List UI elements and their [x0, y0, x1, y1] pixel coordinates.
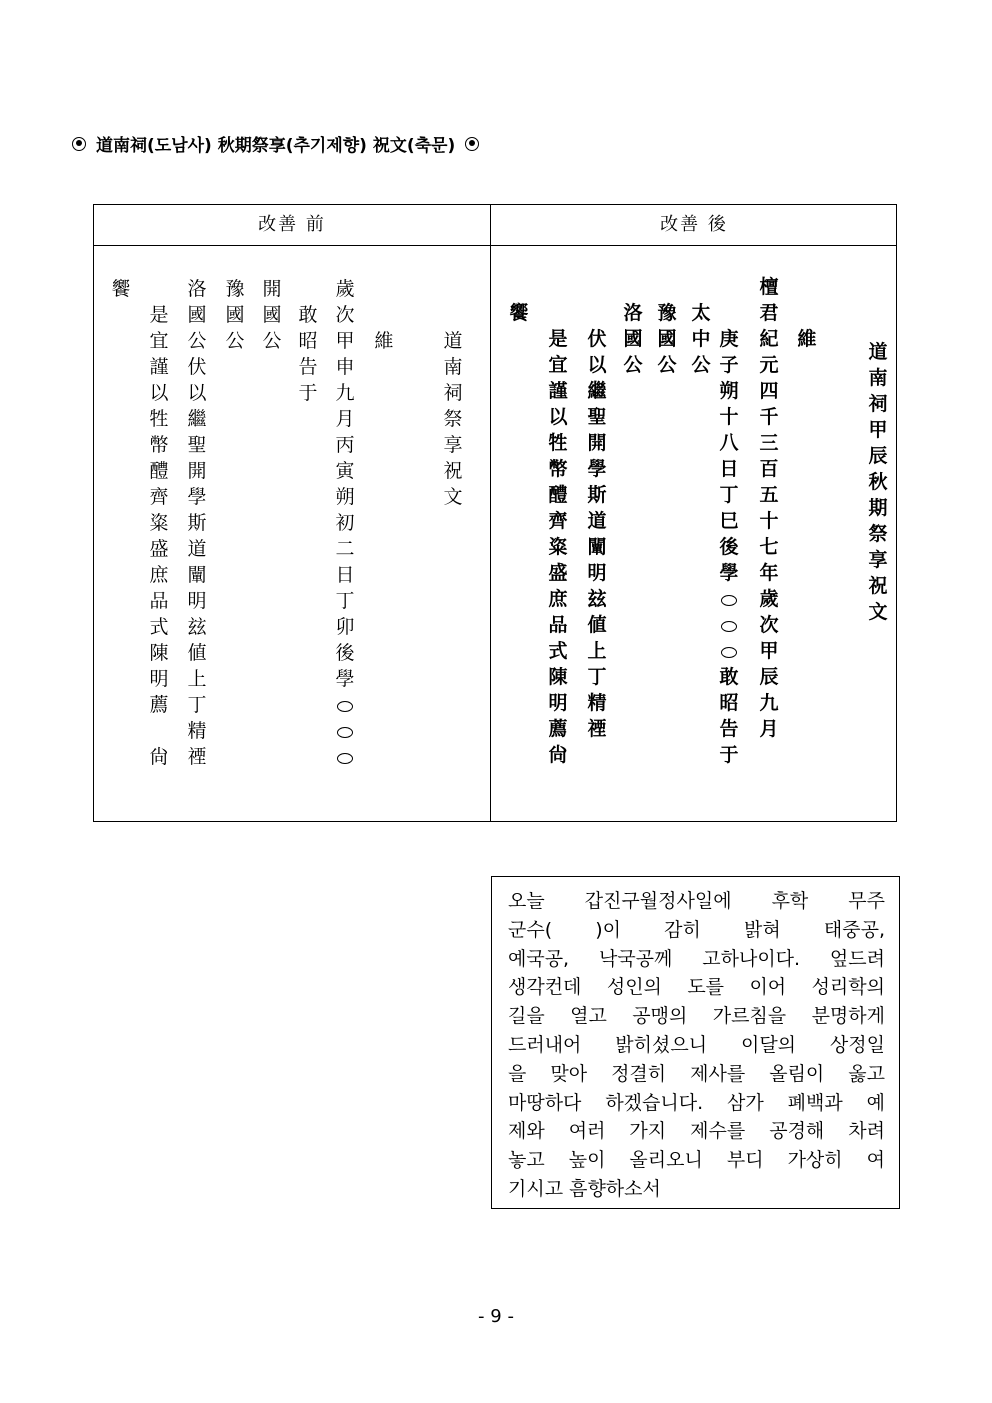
column-divider — [490, 205, 491, 821]
hanja-char: 庚 — [719, 328, 739, 350]
hanja-char: 歲 — [335, 278, 355, 300]
hanja-char: 丁 — [335, 590, 355, 612]
hanja-char: 南 — [868, 367, 888, 389]
hanja-char: 于 — [298, 382, 318, 404]
hanja-char: 伏 — [187, 356, 207, 378]
hanja-char: 公 — [262, 330, 282, 352]
placeholder-circle-icon — [337, 701, 353, 712]
placeholder-circle-icon — [721, 621, 737, 632]
hanja-char: 甲 — [759, 640, 779, 662]
hanja-char: 享 — [868, 549, 888, 571]
hanja-char: 上 — [587, 640, 607, 662]
hanja-char: 次 — [335, 304, 355, 326]
hanja-char: 告 — [298, 356, 318, 378]
translation-line: 생각컨데 성인의 도를 이어 성리학의 — [508, 976, 885, 999]
hanja-char: 告 — [719, 718, 739, 740]
hanja-char: 道 — [868, 341, 888, 363]
hanja-char: 庶 — [149, 564, 169, 586]
hanja-char: 幣 — [548, 458, 568, 480]
hanja-char: 闡 — [187, 564, 207, 586]
hanja-char: 明 — [548, 692, 568, 714]
hanja-char: 醴 — [149, 460, 169, 482]
hanja-char: 以 — [187, 382, 207, 404]
translation-line: 오늘 갑진구월정사일에 후학 무주 — [508, 890, 885, 912]
hanja-char: 敢 — [298, 304, 318, 326]
hanja-char: 中 — [691, 328, 711, 350]
hanja-char: 醴 — [548, 484, 568, 506]
hanja-char: 陳 — [548, 666, 568, 688]
fisheye-bullet-icon — [72, 137, 86, 151]
hanja-char: 祝 — [443, 460, 463, 482]
hanja-char: 八 — [719, 432, 739, 454]
hanja-char: 子 — [719, 354, 739, 376]
translation-line: 마땅하다 하겠습니다. 삼가 폐백과 예 — [508, 1091, 885, 1114]
hanja-char: 庶 — [548, 588, 568, 610]
placeholder-circle-icon — [337, 753, 353, 764]
hanja-char: 維 — [797, 328, 817, 350]
hanja-char: 斯 — [187, 512, 207, 534]
hanja-char: 歲 — [759, 588, 779, 610]
hanja-char: 十 — [719, 406, 739, 428]
hanja-char: 玆 — [187, 616, 207, 638]
hanja-char: 七 — [759, 536, 779, 558]
hanja-char: 宜 — [548, 354, 568, 376]
hanja-char: 謹 — [548, 380, 568, 402]
hanja-char: 檀 — [759, 276, 779, 298]
hanja-char: 明 — [587, 562, 607, 584]
hanja-char: 道 — [587, 510, 607, 532]
hanja-char: 品 — [149, 590, 169, 612]
hanja-char: 盛 — [548, 562, 568, 584]
hanja-char: 祠 — [868, 393, 888, 415]
hanja-char: 秋 — [868, 471, 888, 493]
hanja-char: 饗 — [111, 278, 131, 300]
hanja-char: 次 — [759, 614, 779, 636]
hanja-char: 繼 — [587, 380, 607, 402]
hanja-char: 卯 — [335, 616, 355, 638]
hanja-char: 繼 — [187, 408, 207, 430]
hanja-char: 粢 — [149, 512, 169, 534]
hanja-char: 國 — [225, 304, 245, 326]
hanja-char: 辰 — [868, 445, 888, 467]
hanja-char: 學 — [335, 668, 355, 690]
hanja-char: 盛 — [149, 538, 169, 560]
hanja-char: 後 — [719, 536, 739, 558]
hanja-char: 以 — [548, 406, 568, 428]
hanja-char: 祭 — [868, 523, 888, 545]
hanja-char: 月 — [759, 718, 779, 740]
translation-line: 놓고 높이 올리오니 부디 가상히 여 — [508, 1149, 885, 1172]
hanja-char: 國 — [657, 328, 677, 350]
hanja-char: 公 — [187, 330, 207, 352]
translation-line: 예국공, 낙국공께 고하나이다. 엎드려 — [508, 947, 885, 970]
hanja-char: 日 — [719, 458, 739, 480]
page-title-text: 道南祠(도남사) 秋期祭享(추기제향) 祝文(축문) — [96, 136, 456, 156]
placeholder-circle-icon — [721, 595, 737, 606]
hanja-char: 學 — [719, 562, 739, 584]
hanja-char: 品 — [548, 614, 568, 636]
hanja-char: 開 — [187, 460, 207, 482]
hanja-char: 寅 — [335, 460, 355, 482]
hanja-char: 値 — [187, 642, 207, 664]
hanja-char: 禋 — [187, 746, 207, 768]
placeholder-circle-icon — [337, 727, 353, 738]
hanja-char: 式 — [548, 640, 568, 662]
hanja-char: 上 — [187, 668, 207, 690]
hanja-char: 陳 — [149, 642, 169, 664]
hanja-char: 學 — [587, 458, 607, 480]
hanja-char: 初 — [335, 512, 355, 534]
hanja-char: 聖 — [587, 406, 607, 428]
hanja-char: 三 — [759, 432, 779, 454]
hanja-char: 洛 — [187, 278, 207, 300]
translation-line: 드러내어 밝히셨으니 이달의 상정일 — [508, 1033, 885, 1056]
hanja-char: 維 — [374, 330, 394, 352]
hanja-char: 公 — [657, 354, 677, 376]
hanja-char: 以 — [149, 382, 169, 404]
hanja-char: 甲 — [335, 330, 355, 352]
hanja-char: 豫 — [225, 278, 245, 300]
hanja-char: 尙 — [548, 744, 568, 766]
hanja-char: 國 — [187, 304, 207, 326]
hanja-char: 斯 — [587, 484, 607, 506]
hanja-char: 太 — [691, 302, 711, 324]
korean-translation-box — [491, 876, 900, 1209]
hanja-char: 昭 — [298, 330, 318, 352]
hanja-char: 値 — [587, 614, 607, 636]
hanja-char: 巳 — [719, 510, 739, 532]
hanja-char: 禋 — [587, 718, 607, 740]
hanja-char: 丁 — [187, 694, 207, 716]
hanja-char — [330, 692, 360, 718]
hanja-char: 洛 — [623, 302, 643, 324]
hanja-char: 日 — [335, 564, 355, 586]
hanja-char: 聖 — [187, 434, 207, 456]
hanja-char — [330, 718, 360, 744]
hanja-char: 道 — [443, 330, 463, 352]
hanja-char: 薦 — [149, 694, 169, 716]
hanja-char: 昭 — [719, 692, 739, 714]
hanja-char: 開 — [587, 432, 607, 454]
hanja-char: 牲 — [149, 408, 169, 430]
hanja-char: 五 — [759, 484, 779, 506]
hanja-char: 國 — [623, 328, 643, 350]
hanja-char: 朔 — [335, 486, 355, 508]
page-title — [72, 131, 479, 156]
hanja-char: 闡 — [587, 536, 607, 558]
hanja-char — [714, 612, 744, 638]
hanja-char: 明 — [149, 668, 169, 690]
hanja-char: 甲 — [868, 419, 888, 441]
fisheye-bullet-icon — [465, 137, 479, 151]
hanja-char: 是 — [548, 328, 568, 350]
hanja-char: 謹 — [149, 356, 169, 378]
hanja-char: 牲 — [548, 432, 568, 454]
hanja-char: 饗 — [509, 302, 529, 324]
hanja-char: 月 — [335, 408, 355, 430]
hanja-char: 式 — [149, 616, 169, 638]
hanja-char: 公 — [623, 354, 643, 376]
hanja-char: 伏 — [587, 328, 607, 350]
hanja-char: 二 — [335, 538, 355, 560]
hanja-char: 文 — [443, 486, 463, 508]
hanja-char: 是 — [149, 304, 169, 326]
hanja-char: 期 — [868, 497, 888, 519]
hanja-char: 精 — [187, 720, 207, 742]
hanja-char: 道 — [187, 538, 207, 560]
hanja-char: 豫 — [657, 302, 677, 324]
hanja-char: 于 — [719, 744, 739, 766]
hanja-char: 紀 — [759, 328, 779, 350]
hanja-char: 精 — [587, 692, 607, 714]
hanja-char: 丙 — [335, 434, 355, 456]
hanja-char: 明 — [187, 590, 207, 612]
hanja-char: 開 — [262, 278, 282, 300]
hanja-char: 後 — [335, 642, 355, 664]
hanja-char: 祭 — [443, 408, 463, 430]
hanja-char: 以 — [587, 354, 607, 376]
hanja-char: 尙 — [149, 746, 169, 768]
translation-line: 제와 여러 가지 제수를 공경해 차려 — [508, 1120, 885, 1143]
hanja-char: 祠 — [443, 382, 463, 404]
hanja-char: 幣 — [149, 434, 169, 456]
hanja-char: 文 — [868, 601, 888, 623]
hanja-char: 祝 — [868, 575, 888, 597]
hanja-char: 學 — [187, 486, 207, 508]
translation-line: 을 맞아 정결히 제사를 올림이 옳고 — [508, 1062, 885, 1085]
hanja-char: 粢 — [548, 536, 568, 558]
hanja-char: 君 — [759, 302, 779, 324]
hanja-char — [714, 586, 744, 612]
placeholder-circle-icon — [721, 647, 737, 658]
hanja-char: 南 — [443, 356, 463, 378]
header-after: 改善 後 — [660, 214, 728, 235]
hanja-char: 公 — [225, 330, 245, 352]
hanja-char: 元 — [759, 354, 779, 376]
hanja-char: 丁 — [719, 484, 739, 506]
hanja-char: 薦 — [548, 718, 568, 740]
hanja-char: 享 — [443, 434, 463, 456]
hanja-char: 國 — [262, 304, 282, 326]
translation-line: 길을 열고 공맹의 가르침을 분명하게 — [508, 1005, 885, 1028]
hanja-char: 朔 — [719, 380, 739, 402]
hanja-char: 齊 — [149, 486, 169, 508]
comparison-table — [93, 204, 897, 822]
hanja-char: 千 — [759, 406, 779, 428]
hanja-char — [330, 744, 360, 770]
hanja-char: 丁 — [587, 666, 607, 688]
hanja-char: 百 — [759, 458, 779, 480]
hanja-char: 公 — [691, 354, 711, 376]
hanja-char: 九 — [335, 382, 355, 404]
page-number: - 9 - — [478, 1306, 514, 1327]
header-before: 改善 前 — [258, 214, 326, 235]
translation-line: 군수( )이 감히 밝혀 태중공, — [508, 918, 885, 941]
hanja-char: 宜 — [149, 330, 169, 352]
hanja-char: 申 — [335, 356, 355, 378]
table-header-row — [94, 205, 896, 246]
translation-line: 기시고 흠향하소서 — [508, 1177, 661, 1200]
hanja-char: 玆 — [587, 588, 607, 610]
hanja-char: 十 — [759, 510, 779, 532]
hanja-char: 齊 — [548, 510, 568, 532]
hanja-char: 年 — [759, 562, 779, 584]
hanja-char: 九 — [759, 692, 779, 714]
hanja-char: 敢 — [719, 666, 739, 688]
hanja-char: 辰 — [759, 666, 779, 688]
hanja-char: 四 — [759, 380, 779, 402]
hanja-char — [714, 638, 744, 664]
